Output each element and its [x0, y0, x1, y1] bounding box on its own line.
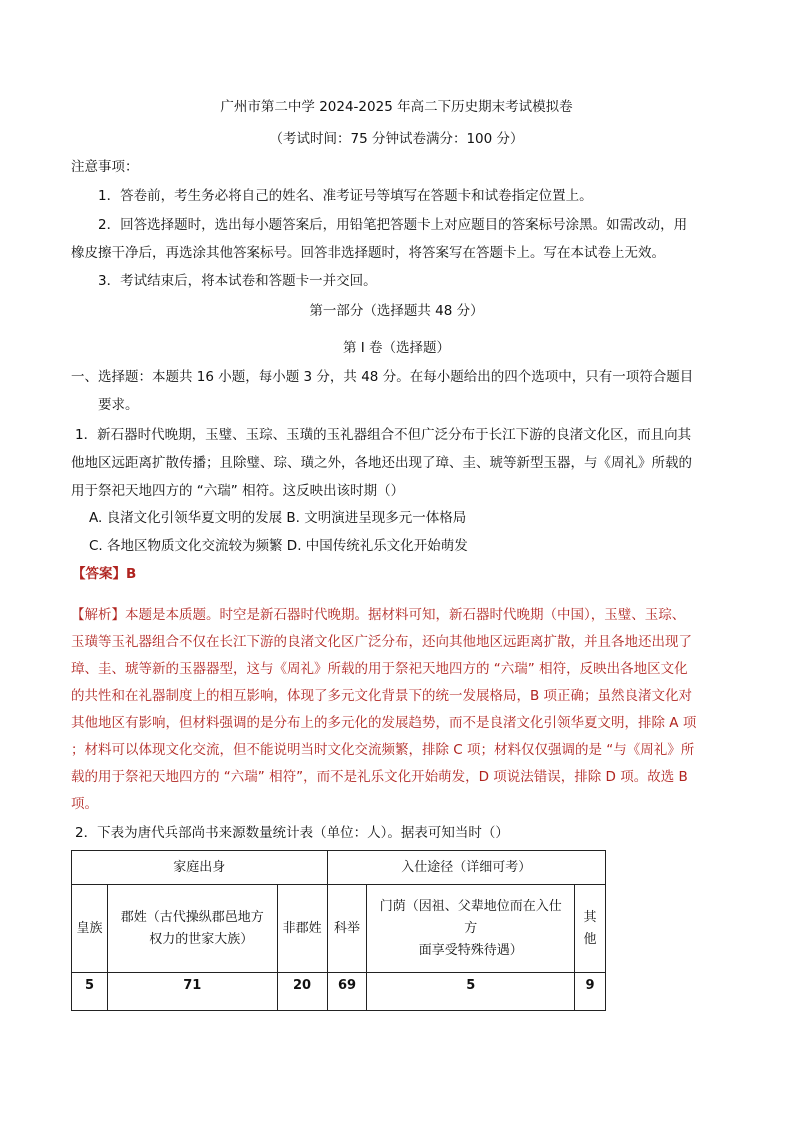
notice-item-1: 1．答卷前，考生务必将自己的姓名、准考证号等填写在答题卡和试卷指定位置上。	[98, 188, 593, 204]
header-career-path: 入仕途径（详细可考）	[327, 851, 605, 885]
exam-info: （考试时间：75 分钟试卷满分：100 分）	[269, 131, 524, 147]
q1-explanation-line-3: 璋、圭、琥等新的玉器器型，这与《周礼》所载的用于祭祀天地四方的 “六瑞” 相符，反映出各地区文化	[71, 661, 688, 677]
q1-explanation-line-6: ；材料可以体现文化交流，但不能说明当时文化交流频繁，排除 C 项；材料仅仅强调的是 “与《周礼》所	[71, 742, 695, 758]
section-instruction-line-1: 一、选择题：本题共 16 小题，每小题 3 分，共 48 分。在每小题给出的四个选项中，只有一项符合题目	[71, 369, 694, 385]
q1-explanation-line-8: 项。	[71, 796, 98, 812]
value-keju: 69	[327, 973, 367, 1011]
q1-explanation-line-5: 其他地区有影响，但材料强调的是分布上的多元化的发展趋势，而不是良渚文化引领华夏文明，排除 A 项	[71, 715, 697, 731]
value-menyin: 5	[367, 973, 575, 1011]
q1-explanation-line-7: 载的用于祭祀天地四方的 “六瑞” 相符”，而不是礼乐文化开始萌发，D 项说法错误，排除 D 项。故选 B	[71, 769, 688, 785]
col-royal: 皇族	[72, 885, 108, 973]
col-menyin-line-1: 门荫（因祖、父辈地位而在入仕	[379, 898, 562, 914]
col-menyin-line-3: 面享受特殊待遇）	[418, 942, 523, 958]
q2-stem: 2．下表为唐代兵部尚书来源数量统计表（单位：人）。据表可知当时（）	[75, 825, 509, 841]
section-instruction-line-2: 要求。	[98, 397, 139, 413]
col-junxing-line-2: 权力的世家大族）	[149, 931, 254, 947]
col-non-junxing: 非郡姓	[277, 885, 327, 973]
data-table	[71, 850, 606, 1011]
q1-stem-line-1: 1．新石器时代晚期，玉璧、玉琮、玉璜的玉礼器组合不但广泛分布于长江下游的良渚文化区，而且向其	[75, 427, 692, 443]
q1-explanation-line-1: 【解析】本题是本质题。时空是新石器时代晚期。据材料可知，新石器时代晚期（中国），玉璧、玉琮、	[71, 607, 686, 623]
value-royal: 5	[72, 973, 108, 1011]
col-junxing-line-1: 郡姓（古代操纵郡邑地方	[120, 909, 264, 925]
notice-item-2-line-1: 2．回答选择题时，选出每小题答案后，用铅笔把答题卡上对应题目的答案标号涂黑。如需改动，用	[98, 217, 688, 233]
q1-answer: 【答案】B	[72, 566, 137, 582]
header-family-origin: 家庭出身	[72, 851, 328, 885]
col-junxing	[107, 885, 277, 973]
q1-options-ab: A. 良渚文化引领华夏文明的发展 B. 文明演进呈现多元一体格局	[89, 510, 467, 526]
volume-heading: 第 I 卷（选择题）	[342, 340, 451, 356]
notice-item-2-line-2: 橡皮擦干净后，再选涂其他答案标号。回答非选择题时，将答案写在答题卡上。写在本试卷上无效。	[71, 245, 665, 261]
notice-item-3: 3．考试结束后，将本试卷和答题卡一并交回。	[98, 273, 377, 289]
col-other-line-2: 他	[583, 931, 597, 947]
col-other-line-1: 其	[583, 909, 597, 925]
page-title: 广州市第二中学 2024-2025 年高二下历史期末考试模拟卷	[220, 99, 573, 115]
q1-explanation-line-2: 玉璜等玉礼器组合不仅在长江下游的良渚文化区广泛分布，还向其他地区远距离扩散，并且各地还出现了	[71, 634, 692, 650]
q1-options-cd: C. 各地区物质文化交流较为频繁 D. 中国传统礼乐文化开始萌发	[89, 538, 468, 554]
value-junxing: 71	[107, 973, 277, 1011]
part-heading: 第一部分（选择题共 48 分）	[309, 303, 484, 319]
col-menyin-line-2: 方	[464, 920, 478, 936]
q1-stem-line-3: 用于祭祀天地四方的 “六瑞” 相符。这反映出该时期（）	[71, 483, 405, 499]
value-non-junxing: 20	[277, 973, 327, 1011]
q1-explanation-line-4: 的共性和在礼器制度上的相互影响，体现了多元文化背景下的统一发展格局，B 项正确；虽然良渚文化对	[71, 688, 693, 704]
col-keju: 科举	[327, 885, 367, 973]
q1-stem-line-2: 他地区远距离扩散传播；且除璧、琮、璜之外，各地还出现了璋、圭、琥等新型玉器，与《周礼》所载的	[71, 455, 692, 471]
value-other: 9	[575, 973, 606, 1011]
col-other	[575, 885, 606, 973]
col-menyin	[367, 885, 575, 973]
notice-heading: 注意事项：	[71, 159, 139, 175]
